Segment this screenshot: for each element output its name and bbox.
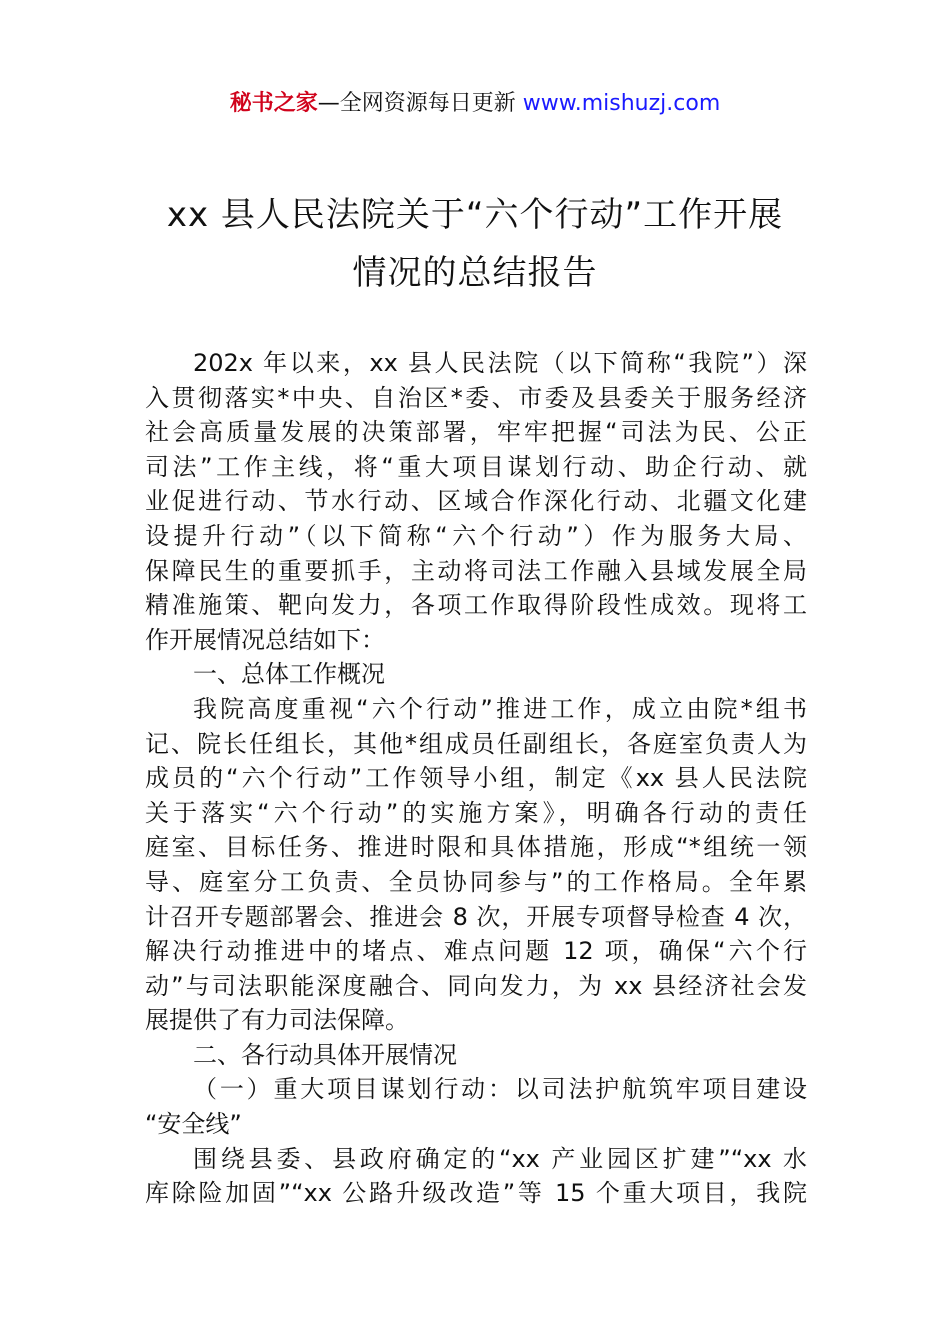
body-line: 我院高度重视“六个行动”推进工作，成立由院*组书 [193, 694, 807, 723]
subsection-heading: （一）重大项目谋划行动：以司法护航筑牢项目建设 [193, 1075, 807, 1104]
body-line: 保障民生的重要抓手，主动将司法工作融入县域发展全局 [145, 556, 807, 585]
section-heading: 二、各行动具体开展情况 [193, 1040, 457, 1069]
body-line: 作开展情况总结如下： [145, 625, 385, 654]
body-line: 围绕县委、县政府确定的“xx 产业园区扩建”“xx 水 [193, 1144, 807, 1173]
document-title [100, 186, 850, 302]
site-url-link[interactable]: www.mishuzj.com [522, 91, 721, 116]
body-line: 动”与司法职能深度融合、同向发力，为 xx 县经济社会发 [145, 971, 807, 1000]
body-line: 解决行动推进中的堵点、难点问题 12 项，确保“六个行 [145, 937, 807, 966]
subsection-heading-cont: “安全线” [145, 1110, 242, 1139]
body-line: 库除险加固”“xx 公路升级改造”等 15 个重大项目，我院 [145, 1179, 807, 1208]
body-line: 入贯彻落实*中央、自治区*委、市委及县委关于服务经济 [145, 383, 807, 412]
body-line: 关于落实“六个行动”的实施方案》，明确各行动的责任 [145, 798, 807, 827]
body-line: 展提供了有力司法保障。 [145, 1006, 409, 1035]
section-heading: 一、总体工作概况 [193, 660, 385, 689]
body-line: 业促进行动、节水行动、区域合作深化行动、北疆文化建 [145, 487, 807, 516]
body-line: 成员的“六个行动”工作领导小组，制定《xx 县人民法院 [145, 764, 807, 793]
body-line: 精准施策、靶向发力，各项工作取得阶段性成效。现将工 [145, 591, 807, 620]
body-line: 202x 年以来，xx 县人民法院（以下简称“我院”）深 [193, 349, 807, 377]
document-body [145, 346, 807, 1211]
body-line: 设提升行动”（以下简称“六个行动”）作为服务大局、 [145, 521, 807, 550]
title-line-1: xx 县人民法院关于“六个行动”工作开展 [166, 195, 784, 235]
body-line: 社会高质量发展的决策部署，牢牢把握“司法为民、公正 [145, 418, 807, 447]
body-line: 导、庭室分工负责、全员协同参与”的工作格局。全年累 [145, 867, 807, 896]
site-brand: 秘书之家 [229, 91, 318, 116]
body-line: 庭室、目标任务、推进时限和具体措施，形成“*组统一领 [145, 833, 807, 862]
body-line: 计召开专题部署会、推进会 8 次，开展专项督导检查 4 次， [145, 902, 807, 931]
body-line: 记、院长任组长，其他*组成员任副组长，各庭室负责人为 [145, 729, 807, 758]
site-header [0, 88, 950, 120]
site-slogan: —全网资源每日更新 [317, 91, 516, 116]
body-line: 司法”工作主线，将“重大项目谋划行动、助企行动、就 [145, 452, 807, 481]
title-line-2: 情况的总结报告 [352, 253, 598, 293]
